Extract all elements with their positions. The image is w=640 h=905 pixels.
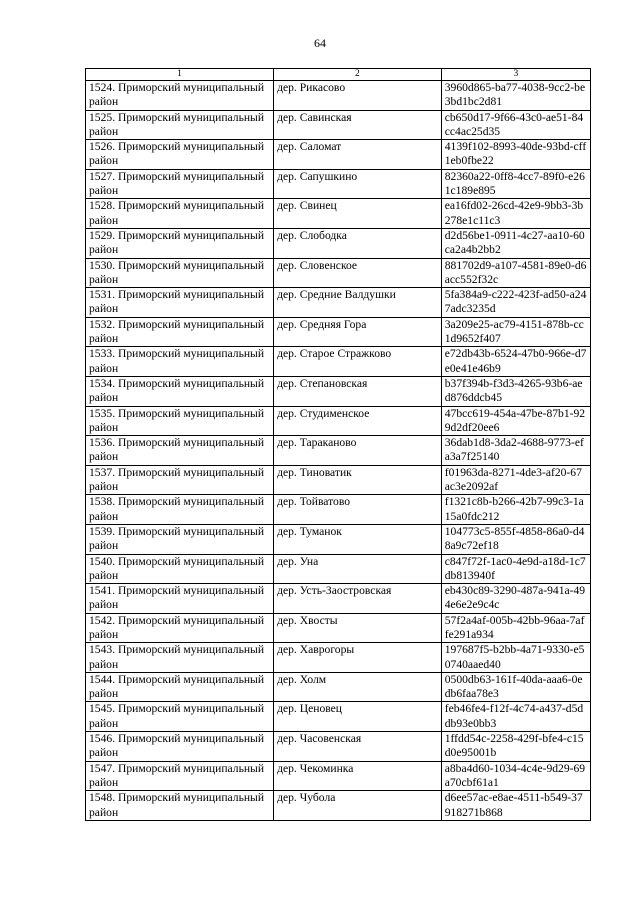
district-cell: 1542. Приморский муниципальный район (86, 613, 274, 643)
fias-id-cell: 3960d865-ba77-4038-9cc2-be3bd1bc2d81 (441, 81, 590, 111)
settlement-cell: дер. Старое Стражково (274, 347, 442, 377)
table-row (86, 613, 591, 643)
settlement-cell: дер. Степановская (274, 376, 442, 406)
table-row (86, 140, 591, 170)
district-cell: 1544. Приморский муниципальный район (86, 672, 274, 702)
table-row (86, 702, 591, 732)
settlement-cell: дер. Чубола (274, 791, 442, 821)
fias-id-cell: a8ba4d60-1034-4c4e-9d29-69a70cbf61a1 (441, 761, 590, 791)
fias-id-cell: 36dab1d8-3da2-4688-9773-efa3a7f25140 (441, 436, 590, 466)
settlement-cell: дер. Часовенская (274, 732, 442, 762)
district-cell: 1535. Приморский муниципальный район (86, 406, 274, 436)
settlement-cell: дер. Средние Валдушки (274, 288, 442, 318)
district-cell: 1537. Приморский муниципальный район (86, 465, 274, 495)
fias-id-cell: 104773c5-855f-4858-86a0-d48a9c72ef18 (441, 524, 590, 554)
table-row (86, 761, 591, 791)
settlement-cell: дер. Тиноватик (274, 465, 442, 495)
table-row (86, 406, 591, 436)
settlement-cell: дер. Студименское (274, 406, 442, 436)
fias-id-cell: f1321c8b-b266-42b7-99c3-1a15a0fdc212 (441, 495, 590, 525)
fias-id-cell: feb46fe4-f12f-4c74-a437-d5ddb93e0bb3 (441, 702, 590, 732)
table-row (86, 228, 591, 258)
district-cell: 1525. Приморский муниципальный район (86, 110, 274, 140)
district-cell: 1526. Приморский муниципальный район (86, 140, 274, 170)
fias-id-cell: d2d56be1-0911-4c27-aa10-60ca2a4b2bb2 (441, 228, 590, 258)
fias-id-cell: 197687f5-b2bb-4a71-9330-e50740aaed40 (441, 643, 590, 673)
table-row (86, 317, 591, 347)
table-row (86, 347, 591, 377)
settlement-cell: дер. Ценовец (274, 702, 442, 732)
district-cell: 1528. Приморский муниципальный район (86, 199, 274, 229)
settlement-cell: дер. Рикасово (274, 81, 442, 111)
district-cell: 1531. Приморский муниципальный район (86, 288, 274, 318)
district-cell: 1539. Приморский муниципальный район (86, 524, 274, 554)
district-cell: 1545. Приморский муниципальный район (86, 702, 274, 732)
fias-id-cell: 4139f102-8993-40de-93bd-cff1eb0fbe22 (441, 140, 590, 170)
table-row (86, 288, 591, 318)
column-header: 3 (441, 69, 590, 81)
district-cell: 1534. Приморский муниципальный район (86, 376, 274, 406)
district-cell: 1532. Приморский муниципальный район (86, 317, 274, 347)
fias-id-cell: 1ffdd54c-2258-429f-bfe4-c15d0e95001b (441, 732, 590, 762)
fias-id-cell: f01963da-8271-4de3-af20-67ac3e2092af (441, 465, 590, 495)
fias-id-cell: 0500db63-161f-40da-aaa6-0edb6faa78e3 (441, 672, 590, 702)
settlement-cell: дер. Словенское (274, 258, 442, 288)
settlement-cell: дер. Слободка (274, 228, 442, 258)
table-row (86, 495, 591, 525)
table-row (86, 199, 591, 229)
district-cell: 1530. Приморский муниципальный район (86, 258, 274, 288)
table-row (86, 643, 591, 673)
settlement-cell: дер. Савинская (274, 110, 442, 140)
fias-id-cell: 57f2a4af-005b-42bb-96aa-7affe291a934 (441, 613, 590, 643)
settlement-cell: дер. Чекоминка (274, 761, 442, 791)
district-cell: 1524. Приморский муниципальный район (86, 81, 274, 111)
fias-id-cell: 47bcc619-454a-47be-87b1-929d2df20ee6 (441, 406, 590, 436)
settlement-cell: дер. Хвосты (274, 613, 442, 643)
fias-id-cell: d6ee57ac-e8ae-4511-b549-37918271b868 (441, 791, 590, 821)
fias-id-cell: eb430c89-3290-487a-941a-494e6e2e9c4c (441, 584, 590, 614)
table-row (86, 732, 591, 762)
table-body (86, 81, 591, 821)
settlement-cell: дер. Уна (274, 554, 442, 584)
table-header-row (86, 69, 591, 81)
table-row (86, 791, 591, 821)
settlement-cell: дер. Туманок (274, 524, 442, 554)
settlement-cell: дер. Саломат (274, 140, 442, 170)
settlement-cell: дер. Тараканово (274, 436, 442, 466)
fias-id-cell: 5fa384a9-c222-423f-ad50-a247adc3235d (441, 288, 590, 318)
district-cell: 1533. Приморский муниципальный район (86, 347, 274, 377)
table-row (86, 110, 591, 140)
district-cell: 1536. Приморский муниципальный район (86, 436, 274, 466)
table-row (86, 258, 591, 288)
fias-id-cell: e72db43b-6524-47b0-966e-d7e0e41e46b9 (441, 347, 590, 377)
fias-id-cell: cb650d17-9f66-43c0-ae51-84cc4ac25d35 (441, 110, 590, 140)
district-cell: 1529. Приморский муниципальный район (86, 228, 274, 258)
table-row (86, 376, 591, 406)
registry-table (85, 68, 591, 821)
fias-id-cell: 82360a22-0ff8-4cc7-89f0-e261c189e895 (441, 169, 590, 199)
settlement-cell: дер. Свинец (274, 199, 442, 229)
district-cell: 1540. Приморский муниципальный район (86, 554, 274, 584)
fias-id-cell: c847f72f-1ac0-4e9d-a18d-1c7db813940f (441, 554, 590, 584)
table-row (86, 169, 591, 199)
table-row (86, 672, 591, 702)
table-row (86, 554, 591, 584)
table-row (86, 436, 591, 466)
settlement-cell: дер. Хаврогоры (274, 643, 442, 673)
column-header: 2 (274, 69, 442, 81)
district-cell: 1548. Приморский муниципальный район (86, 791, 274, 821)
table-row (86, 524, 591, 554)
settlement-cell: дер. Тойватово (274, 495, 442, 525)
fias-id-cell: ea16fd02-26cd-42e9-9bb3-3b278e1c11c3 (441, 199, 590, 229)
settlement-cell: дер. Средняя Гора (274, 317, 442, 347)
district-cell: 1547. Приморский муниципальный район (86, 761, 274, 791)
table-row (86, 465, 591, 495)
district-cell: 1546. Приморский муниципальный район (86, 732, 274, 762)
settlement-cell: дер. Холм (274, 672, 442, 702)
fias-id-cell: 881702d9-a107-4581-89e0-d6acc552f32c (441, 258, 590, 288)
district-cell: 1541. Приморский муниципальный район (86, 584, 274, 614)
table-row (86, 584, 591, 614)
fias-id-cell: b37f394b-f3d3-4265-93b6-aed876ddcb45 (441, 376, 590, 406)
fias-id-cell: 3a209e25-ac79-4151-878b-cc1d9652f407 (441, 317, 590, 347)
settlement-cell: дер. Усть-Заостровская (274, 584, 442, 614)
settlement-cell: дер. Сапушкино (274, 169, 442, 199)
district-cell: 1538. Приморский муниципальный район (86, 495, 274, 525)
table-row (86, 81, 591, 111)
page-number: 64 (314, 36, 326, 50)
column-header: 1 (86, 69, 274, 81)
district-cell: 1543. Приморский муниципальный район (86, 643, 274, 673)
district-cell: 1527. Приморский муниципальный район (86, 169, 274, 199)
